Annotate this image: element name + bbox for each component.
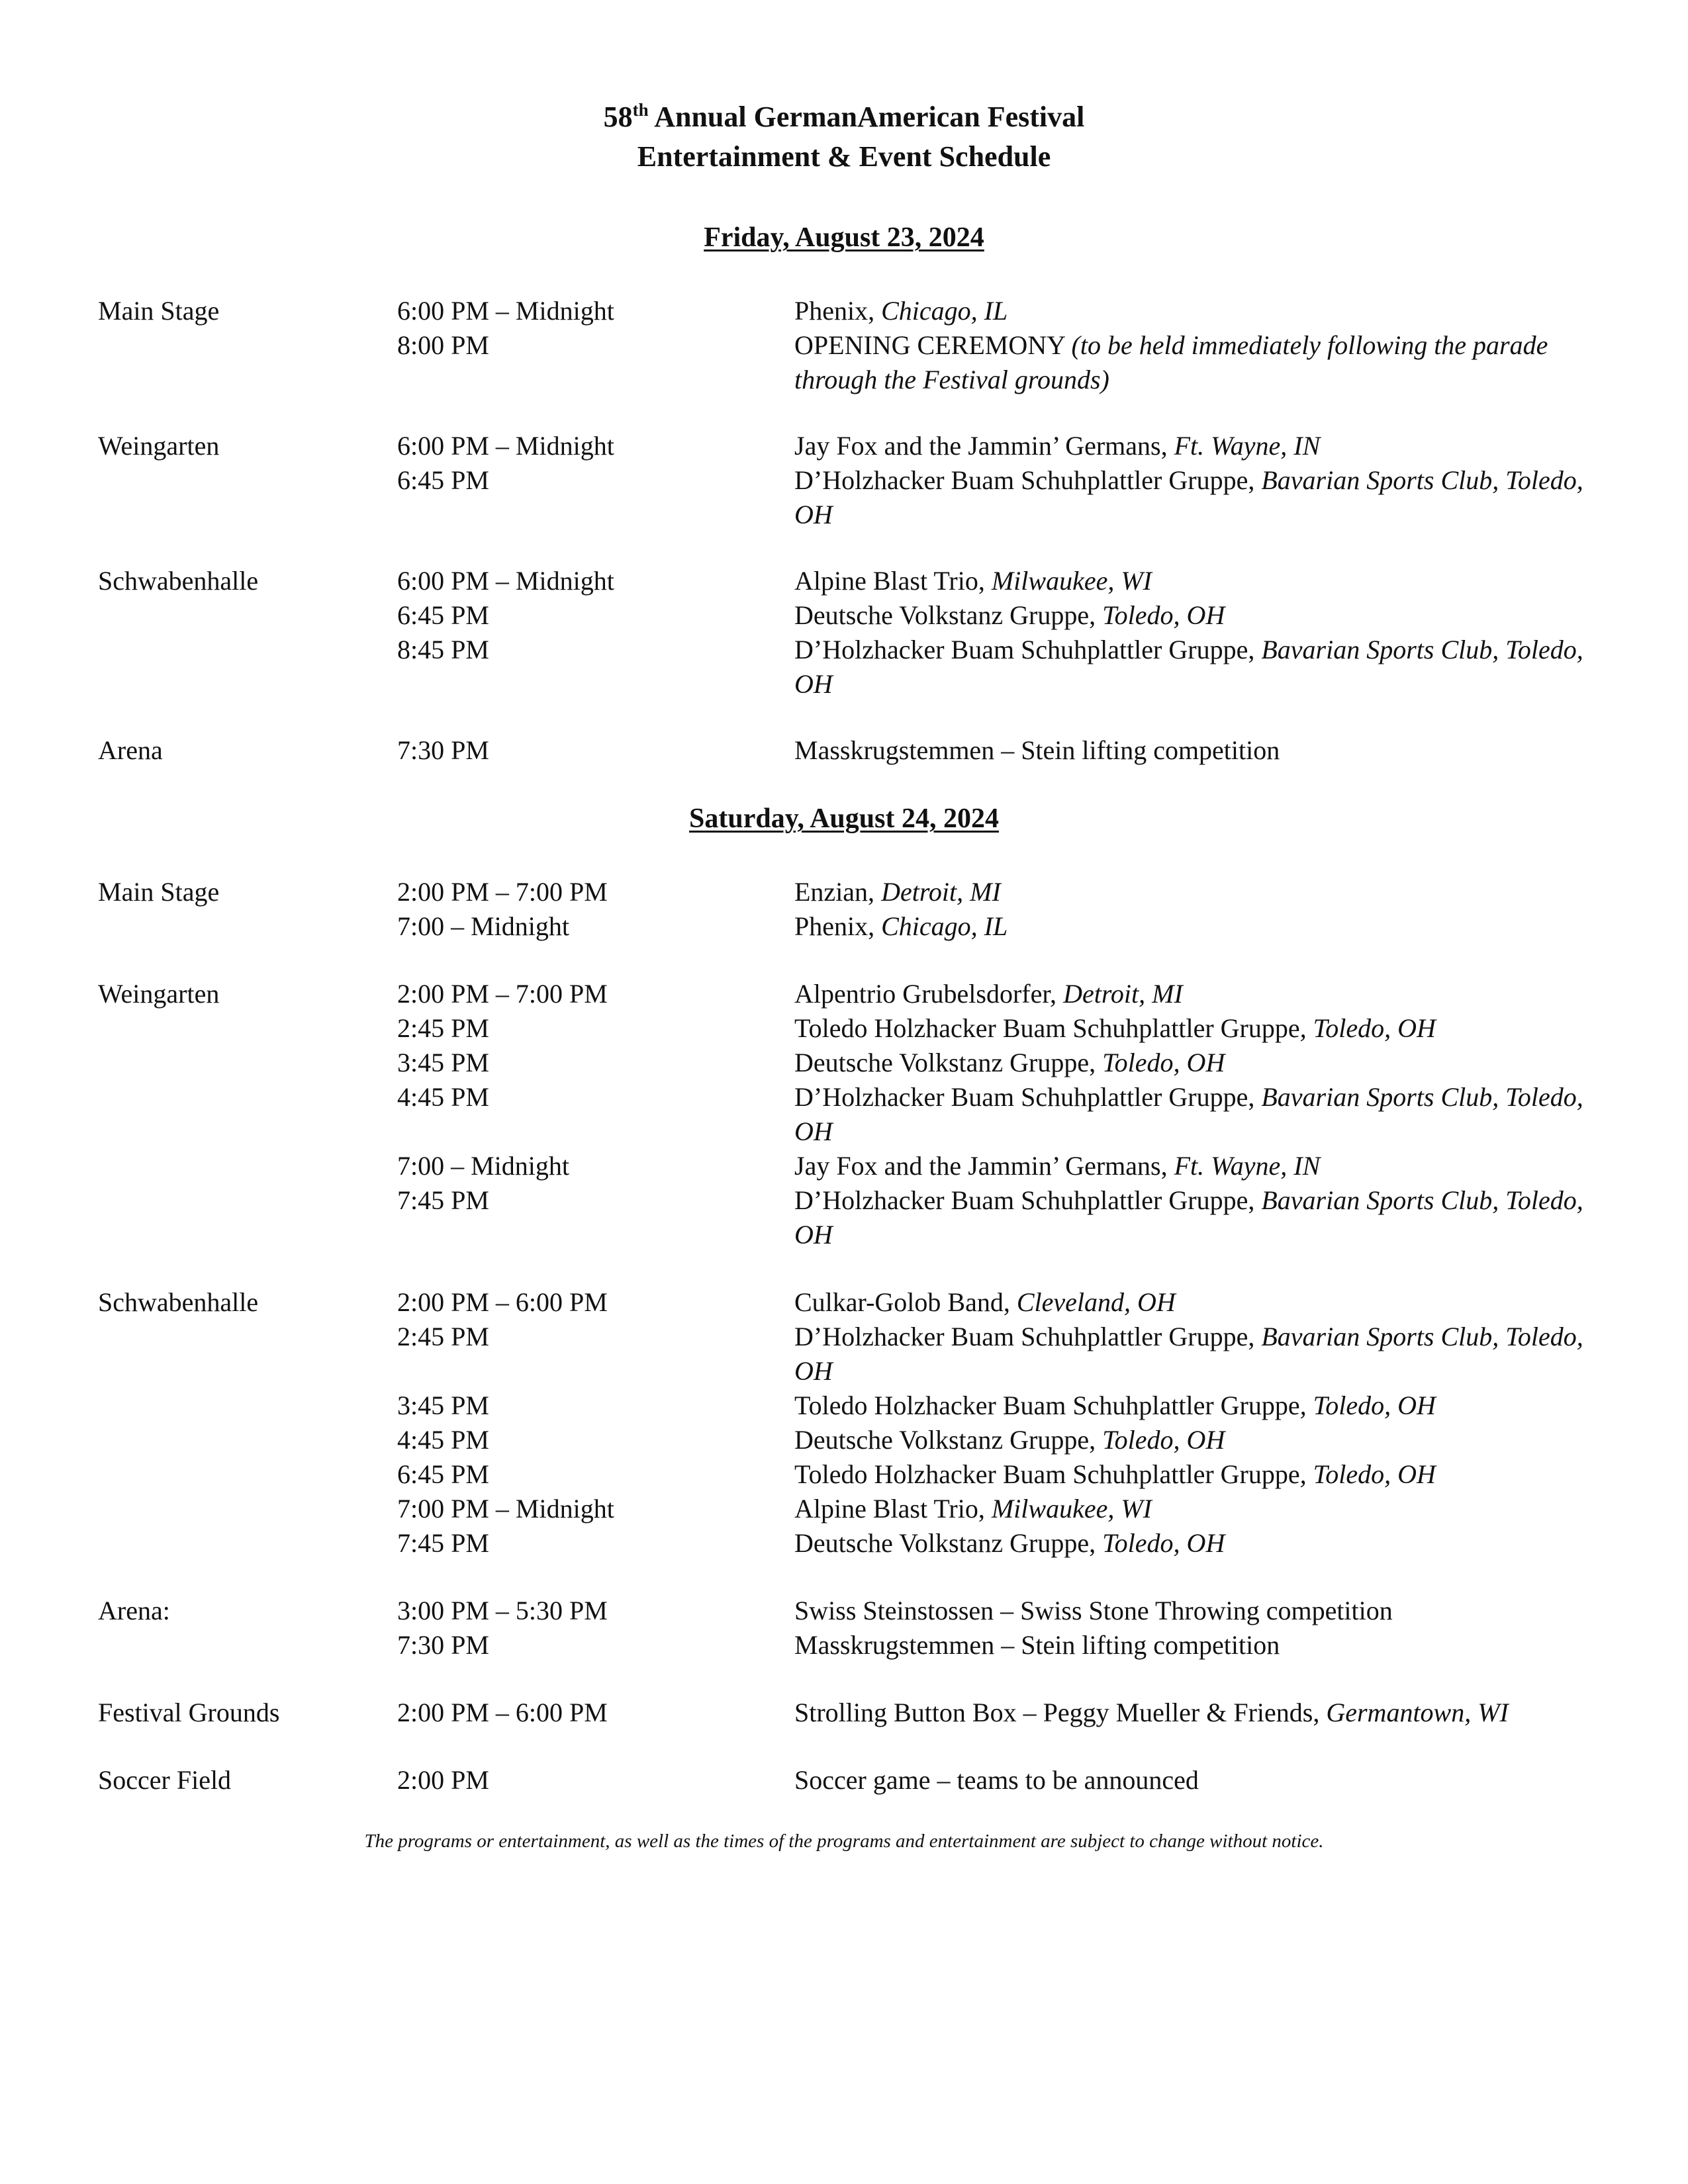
schedule-row bbox=[0, 294, 1688, 328]
schedule-row bbox=[0, 1011, 1688, 1046]
event-name: Enzian, bbox=[794, 877, 882, 907]
time-label: 4:45 PM bbox=[397, 1082, 489, 1112]
time-label: 3:45 PM bbox=[397, 1048, 489, 1077]
event-description bbox=[794, 598, 1609, 633]
time-label: 6:45 PM bbox=[397, 1459, 489, 1489]
time-label: 2:45 PM bbox=[397, 1322, 489, 1351]
schedule-row bbox=[0, 977, 1688, 1011]
time-label: 2:00 PM bbox=[397, 1765, 489, 1795]
venue-label: Weingarten bbox=[98, 431, 220, 461]
event-description bbox=[794, 1696, 1609, 1730]
schedule-row bbox=[0, 1046, 1688, 1080]
event-location: Milwaukee, WI bbox=[991, 1494, 1152, 1524]
event-description bbox=[794, 733, 1609, 768]
event-name: Phenix, bbox=[794, 296, 882, 326]
event-name: Deutsche Volkstanz Gruppe, bbox=[794, 600, 1103, 630]
time-label: 2:00 PM – 7:00 PM bbox=[397, 979, 608, 1009]
event-location: , Toledo, OH bbox=[1299, 1459, 1436, 1489]
time-label: 6:00 PM – Midnight bbox=[397, 431, 614, 461]
schedule-row bbox=[0, 1492, 1688, 1526]
event-name: D’Holzhacker Buam Schuhplattler Gruppe, bbox=[794, 1082, 1262, 1112]
event-location: Bavarian Sports Club, Toledo, OH bbox=[794, 1322, 1583, 1386]
event-description bbox=[794, 1011, 1609, 1046]
event-description bbox=[794, 1457, 1609, 1492]
venue-label: Schwabenhalle bbox=[98, 566, 259, 596]
event-description bbox=[794, 564, 1609, 598]
event-name: OPENING CEREMONY bbox=[794, 330, 1072, 360]
schedule-row bbox=[0, 1388, 1688, 1423]
schedule-row bbox=[0, 875, 1688, 909]
schedule-row bbox=[0, 1423, 1688, 1457]
schedule-row bbox=[0, 564, 1688, 598]
event-description bbox=[794, 977, 1609, 1011]
event-name: Jay Fox and the Jammin’ Germans, bbox=[794, 1151, 1174, 1181]
venue-label: Arena bbox=[98, 735, 163, 765]
event-name: Toledo Holzhacker Buam Schuhplattler Gruppe bbox=[794, 1390, 1300, 1420]
event-location: Toledo, OH bbox=[1102, 1425, 1225, 1455]
title-ordinal-suffix: th bbox=[632, 100, 649, 120]
schedule-row bbox=[0, 598, 1688, 633]
schedule-row bbox=[0, 733, 1688, 768]
time-label: 2:45 PM bbox=[397, 1013, 489, 1043]
time-label: 7:00 PM – Midnight bbox=[397, 1494, 614, 1524]
time-label: 2:00 PM – 6:00 PM bbox=[397, 1698, 608, 1727]
disclaimer-footnote: The programs or entertainment, as well as the times of the programs and entertainment are subject to change without notice. bbox=[364, 1831, 1324, 1852]
event-location: Bavarian Sports Club, Toledo, OH bbox=[794, 635, 1583, 699]
event-location: Ft. Wayne, IN bbox=[1174, 1151, 1321, 1181]
event-description bbox=[794, 294, 1609, 328]
venue-label: Main Stage bbox=[98, 877, 220, 907]
event-description bbox=[794, 1492, 1609, 1526]
event-location: Germantown, WI bbox=[1326, 1698, 1509, 1727]
event-location: Cleveland, OH bbox=[1016, 1287, 1176, 1317]
event-description bbox=[794, 463, 1609, 532]
event-description bbox=[794, 1594, 1609, 1628]
event-location: Bavarian Sports Club, Toledo, OH bbox=[794, 465, 1583, 529]
event-name: Toledo Holzhacker Buam Schuhplattler Gruppe bbox=[794, 1459, 1300, 1489]
event-description bbox=[794, 909, 1609, 944]
time-label: 4:45 PM bbox=[397, 1425, 489, 1455]
time-label: 2:00 PM – 7:00 PM bbox=[397, 877, 608, 907]
day-heading-friday: Friday, August 23, 2024 bbox=[704, 222, 984, 253]
venue-label: Arena: bbox=[98, 1596, 170, 1625]
title-line-1 bbox=[0, 99, 1688, 135]
event-location: Toledo, OH bbox=[1102, 1048, 1225, 1077]
event-description bbox=[794, 1046, 1609, 1080]
venue-label: Festival Grounds bbox=[98, 1698, 280, 1727]
time-label: 3:45 PM bbox=[397, 1390, 489, 1420]
event-location: , Toledo, OH bbox=[1299, 1390, 1436, 1420]
time-label: 7:30 PM bbox=[397, 735, 489, 765]
schedule-row bbox=[0, 1183, 1688, 1250]
time-label: 6:45 PM bbox=[397, 600, 489, 630]
event-name: Phenix, bbox=[794, 911, 882, 941]
event-name: Masskrugstemmen – Stein lifting competition bbox=[794, 1630, 1280, 1660]
event-description bbox=[794, 1388, 1609, 1423]
schedule-row bbox=[0, 429, 1688, 463]
schedule-row bbox=[0, 1763, 1688, 1797]
time-label: 8:00 PM bbox=[397, 330, 489, 360]
event-location: Bavarian Sports Club, Toledo, OH bbox=[794, 1185, 1583, 1250]
venue-label: Main Stage bbox=[98, 296, 220, 326]
event-name: D’Holzhacker Buam Schuhplattler Gruppe, bbox=[794, 465, 1262, 495]
venue-label: Weingarten bbox=[98, 979, 220, 1009]
title-line-2: Entertainment & Event Schedule bbox=[637, 140, 1051, 173]
event-description bbox=[794, 875, 1609, 909]
schedule-row bbox=[0, 1457, 1688, 1492]
event-description bbox=[794, 1320, 1609, 1388]
event-location: Chicago, IL bbox=[881, 911, 1008, 941]
schedule-row bbox=[0, 1080, 1688, 1146]
event-name: Swiss Steinstossen – Swiss Stone Throwing competition bbox=[794, 1596, 1393, 1625]
event-name: Strolling Button Box – Peggy Mueller & Friends, bbox=[794, 1698, 1327, 1727]
event-location: Bavarian Sports Club, Toledo, OH bbox=[794, 1082, 1583, 1146]
event-location: Toledo, OH bbox=[1102, 1528, 1225, 1558]
event-name: D’Holzhacker Buam Schuhplattler Gruppe, bbox=[794, 1185, 1262, 1215]
time-label: 7:30 PM bbox=[397, 1630, 489, 1660]
event-name: Toledo Holzhacker Buam Schuhplattler Gruppe bbox=[794, 1013, 1300, 1043]
event-description bbox=[794, 1080, 1609, 1149]
time-label: 2:00 PM – 6:00 PM bbox=[397, 1287, 608, 1317]
event-name: D’Holzhacker Buam Schuhplattler Gruppe, bbox=[794, 1322, 1262, 1351]
schedule-row bbox=[0, 633, 1688, 699]
event-location: Chicago, IL bbox=[881, 296, 1008, 326]
event-name: Alpentrio Grubelsdorfer, bbox=[794, 979, 1064, 1009]
event-name: Deutsche Volkstanz Gruppe, bbox=[794, 1425, 1103, 1455]
schedule-row bbox=[0, 1594, 1688, 1628]
venue-label: Schwabenhalle bbox=[98, 1287, 259, 1317]
event-name: Culkar-Golob Band, bbox=[794, 1287, 1017, 1317]
event-name: D’Holzhacker Buam Schuhplattler Gruppe, bbox=[794, 635, 1262, 664]
event-name: Alpine Blast Trio, bbox=[794, 566, 992, 596]
time-label: 6:45 PM bbox=[397, 465, 489, 495]
event-name: Deutsche Volkstanz Gruppe, bbox=[794, 1528, 1103, 1558]
schedule-row bbox=[0, 463, 1688, 529]
time-label: 3:00 PM – 5:30 PM bbox=[397, 1596, 608, 1625]
event-name: Soccer game – teams to be announced bbox=[794, 1765, 1199, 1795]
schedule-row bbox=[0, 1320, 1688, 1386]
event-location: Ft. Wayne, IN bbox=[1174, 431, 1321, 461]
event-name: Masskrugstemmen – Stein lifting competition bbox=[794, 735, 1280, 765]
schedule-row bbox=[0, 328, 1688, 394]
schedule-row bbox=[0, 909, 1688, 944]
event-description bbox=[794, 1149, 1609, 1183]
event-description bbox=[794, 1628, 1609, 1662]
event-description bbox=[794, 1763, 1609, 1797]
time-label: 7:45 PM bbox=[397, 1185, 489, 1215]
event-description bbox=[794, 1526, 1609, 1561]
event-name: Jay Fox and the Jammin’ Germans, bbox=[794, 431, 1174, 461]
event-description bbox=[794, 1183, 1609, 1252]
schedule-row bbox=[0, 1285, 1688, 1320]
event-description bbox=[794, 1423, 1609, 1457]
event-location: Milwaukee, WI bbox=[991, 566, 1152, 596]
event-location: Detroit, MI bbox=[1063, 979, 1183, 1009]
schedule-row bbox=[0, 1696, 1688, 1730]
event-location: Detroit, MI bbox=[881, 877, 1001, 907]
time-label: 7:00 – Midnight bbox=[397, 911, 570, 941]
event-description bbox=[794, 1285, 1609, 1320]
event-description bbox=[794, 429, 1609, 463]
event-location: Toledo, OH bbox=[1102, 600, 1225, 630]
event-name: Alpine Blast Trio, bbox=[794, 1494, 992, 1524]
time-label: 6:00 PM – Midnight bbox=[397, 296, 614, 326]
schedule-row bbox=[0, 1149, 1688, 1183]
day-heading-saturday: Saturday, August 24, 2024 bbox=[689, 803, 999, 834]
event-note: (to be held immediately following the parade through the Festival grounds) bbox=[794, 330, 1548, 394]
schedule-row bbox=[0, 1526, 1688, 1561]
time-label: 6:00 PM – Midnight bbox=[397, 566, 614, 596]
event-description bbox=[794, 633, 1609, 702]
time-label: 8:45 PM bbox=[397, 635, 489, 664]
event-location: , Toledo, OH bbox=[1299, 1013, 1436, 1043]
schedule-row bbox=[0, 1628, 1688, 1662]
event-name: Deutsche Volkstanz Gruppe, bbox=[794, 1048, 1103, 1077]
title-line-1-rest: Annual GermanAmerican Festival bbox=[648, 101, 1085, 133]
time-label: 7:00 – Midnight bbox=[397, 1151, 570, 1181]
event-description bbox=[794, 328, 1609, 397]
time-label: 7:45 PM bbox=[397, 1528, 489, 1558]
title-ordinal-number: 58 bbox=[603, 101, 633, 133]
venue-label: Soccer Field bbox=[98, 1765, 232, 1795]
